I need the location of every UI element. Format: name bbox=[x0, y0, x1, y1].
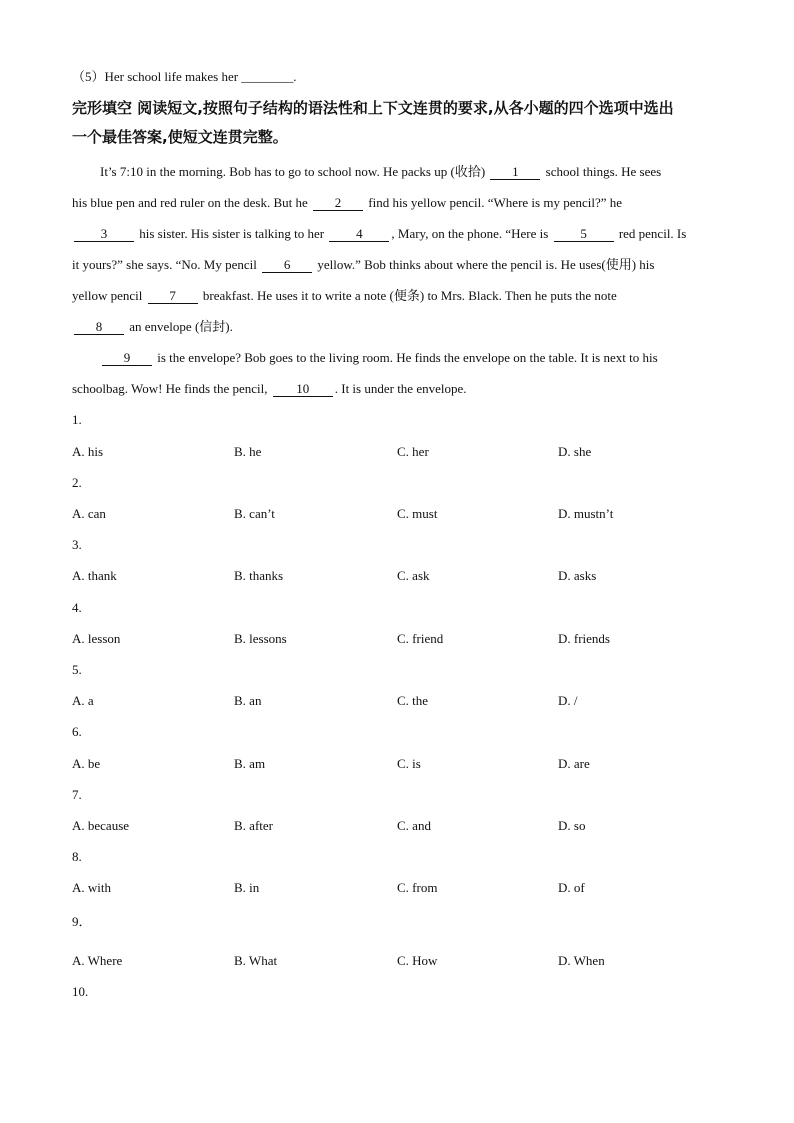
passage-text: an envelope (信封). bbox=[129, 319, 233, 334]
option-d: D. When bbox=[558, 953, 605, 968]
section-heading-line1: 完形填空 阅读短文,按照句子结构的语法性和上下文连贯的要求,从各小题的四个选项中选出 bbox=[72, 99, 674, 117]
option-d: D. / bbox=[558, 693, 578, 708]
blank-6: 6 bbox=[262, 258, 312, 273]
option-d: D. so bbox=[558, 818, 586, 833]
option-c: C. and bbox=[397, 818, 431, 833]
question-number: 5. bbox=[72, 662, 82, 677]
question-number: 6. bbox=[72, 724, 82, 739]
option-d: D. of bbox=[558, 880, 585, 895]
option-b: B. after bbox=[234, 818, 273, 833]
option-a: A. lesson bbox=[72, 631, 121, 646]
passage-text: yellow pencil bbox=[72, 288, 143, 303]
option-d: D. mustn’t bbox=[558, 506, 614, 521]
passage-text: yellow.” Bob thinks about where the pencil is. He uses(使用) his bbox=[317, 257, 655, 272]
option-b: B. lessons bbox=[234, 631, 287, 646]
passage-paragraph-2 bbox=[72, 342, 720, 404]
blank-5: 5 bbox=[554, 227, 614, 242]
passage-line bbox=[72, 249, 720, 280]
option-a: A. thank bbox=[72, 568, 117, 583]
passage-text: his blue pen and red ruler on the desk. But he bbox=[72, 195, 308, 210]
option-a: A. with bbox=[72, 880, 111, 895]
option-b: B. What bbox=[234, 953, 278, 968]
passage-text: find his yellow pencil. “Where is my pencil?” he bbox=[368, 195, 623, 210]
option-c: C. ask bbox=[397, 568, 430, 583]
option-c: C. the bbox=[397, 693, 429, 708]
blank-7: 7 bbox=[148, 289, 198, 304]
option-a: A. because bbox=[72, 818, 130, 833]
option-b: B. am bbox=[234, 756, 266, 771]
passage-text: red pencil. Is bbox=[618, 226, 687, 241]
blank-3: 3 bbox=[74, 227, 134, 242]
blank-9: 9 bbox=[102, 351, 152, 366]
passage-line bbox=[72, 187, 720, 218]
passage-line bbox=[72, 156, 720, 187]
passage-line bbox=[72, 311, 720, 342]
passage-text: , Mary, on the phone. “Here is bbox=[391, 226, 549, 241]
passage-text: It’s 7:10 in the morning. Bob has to go to school now. He packs up (收拾) bbox=[100, 164, 486, 179]
option-c: C. her bbox=[397, 444, 429, 459]
question-number: 2. bbox=[72, 475, 82, 490]
blank-2: 2 bbox=[313, 196, 363, 211]
option-b: B. in bbox=[234, 880, 260, 895]
passage-text: breakfast. He uses it to write a note (便条) to Mrs. Black. Then he puts the note bbox=[202, 288, 617, 303]
blank-4: 4 bbox=[329, 227, 389, 242]
question-number: 8. bbox=[72, 849, 82, 864]
option-d: D. are bbox=[558, 756, 590, 771]
option-d: D. friends bbox=[558, 631, 610, 646]
question-number: 4. bbox=[72, 600, 82, 615]
option-b: B. thanks bbox=[234, 568, 284, 583]
option-a: A. his bbox=[72, 444, 104, 459]
question-number: 9． bbox=[72, 914, 92, 929]
question-number: 1. bbox=[72, 412, 82, 427]
option-a: A. a bbox=[72, 693, 94, 708]
option-c: C. friend bbox=[397, 631, 444, 646]
passage-paragraph-1 bbox=[72, 156, 720, 342]
passage-line bbox=[72, 373, 720, 404]
option-a: A. Where bbox=[72, 953, 123, 968]
section-heading-line2: 一个最佳答案,使短文连贯完整。 bbox=[72, 128, 288, 146]
option-c: C. from bbox=[397, 880, 438, 895]
option-a: A. be bbox=[72, 756, 101, 771]
passage-text: it yours?” she says. “No. My pencil bbox=[72, 257, 257, 272]
blank-1: 1 bbox=[490, 165, 540, 180]
option-b: B. he bbox=[234, 444, 262, 459]
option-b: B. can’t bbox=[234, 506, 275, 521]
passage-line bbox=[72, 218, 720, 249]
blank-8: 8 bbox=[74, 320, 124, 335]
option-c: C. is bbox=[397, 756, 421, 771]
option-d: D. asks bbox=[558, 568, 597, 583]
passage-line bbox=[72, 280, 720, 311]
blank-10: 10 bbox=[273, 382, 333, 397]
question-number: 3. bbox=[72, 537, 82, 552]
passage-text: is the envelope? Bob goes to the living room. He finds the envelope on the table. It is next to his bbox=[157, 350, 658, 365]
previous-item-text: （5）Her school life makes her ________. bbox=[72, 69, 297, 84]
question-number: 10. bbox=[72, 984, 89, 999]
question-number: 7. bbox=[72, 787, 82, 802]
option-d: D. she bbox=[558, 444, 592, 459]
option-c: C. must bbox=[397, 506, 438, 521]
option-c: C. How bbox=[397, 953, 438, 968]
passage-text: school things. He sees bbox=[545, 164, 662, 179]
option-b: B. an bbox=[234, 693, 262, 708]
passage-text: . It is under the envelope. bbox=[334, 381, 467, 396]
option-a: A. can bbox=[72, 506, 106, 521]
passage-line bbox=[72, 342, 720, 373]
passage-text: schoolbag. Wow! He finds the pencil, bbox=[72, 381, 268, 396]
passage-text: his sister. His sister is talking to her bbox=[139, 226, 325, 241]
